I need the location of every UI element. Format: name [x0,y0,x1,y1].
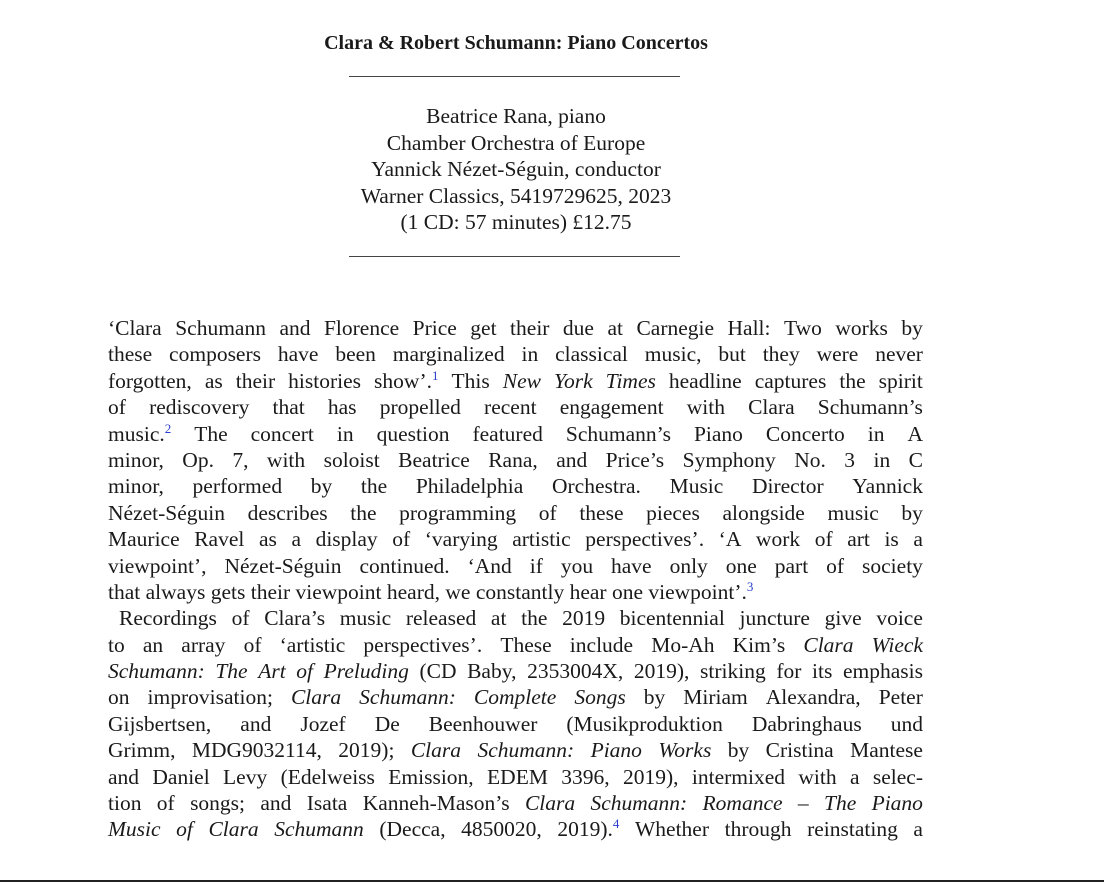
body-line: Recordings of Clara’s music released at the 2019 bicentennial juncture give voice [119,606,923,631]
body-line: Nézet-Séguin describes the programming of these pieces alongside music by [108,500,923,525]
body-line: music.$^2$ The concert in question featured Schumann’s Piano Concerto in A [108,420,923,446]
performer-conductor: Yannick Nézet-Séguin, conductor [371,157,661,181]
page-bottom-border [0,880,1104,882]
title-divider-bottom [349,256,680,257]
body-line: on improvisation; Clara Schumann: Complete Songs by Miriam Alexandra, Peter [108,685,923,710]
performer-orchestra: Chamber Orchestra of Europe [386,130,646,155]
performer-piano: Beatrice Rana, piano [426,104,606,128]
body-line: these composers have been marginalized in classical music, but they were never [108,342,923,367]
body-line: minor, performed by the Philadelphia Orchestra. Music Director Yannick [108,474,923,499]
body-line: Maurice Ravel as a display of ‘varying artistic perspectives’. ‘A work of art is a [108,527,923,552]
body-line: minor, Op. 7, with soloist Beatrice Rana, and Price’s Symphony No. 3 in C [108,447,923,472]
footnote-reference[interactable]: 3 [746,578,754,594]
body-line: Gijsbertsen, and Jozef De Beenhouwer (Musikproduktion Dabringhaus und [108,711,923,736]
body-line: to an array of ‘artistic perspectives’. These include Mo-Ah Kim’s Clara Wieck [108,632,923,657]
body-line: Schumann: The Art of Preluding (CD Baby, 2353004X, 2019), striking for its emphasis [108,659,923,684]
body-line: forgotten, as their histories show’.$^1$ This New York Times headline captures the spirit [108,367,923,393]
title-divider-top [349,76,680,77]
footnote-reference[interactable]: 2 [164,420,172,436]
recording-details [0,103,1032,236]
body-line: Grimm, MDG9032114, 2019); Clara Schumann: Piano Works by Cristina Mantese [108,738,923,763]
review-body [108,315,923,843]
body-line: Music of Clara Schumann (Decca, 4850020, 2019).$^4$ Whether through reinstating a [108,816,923,842]
footnote-reference[interactable]: 4 [612,816,620,832]
body-line: ‘Clara Schumann and Florence Price get their due at Carnegie Hall: Two works by [108,316,923,340]
body-line: tion of songs; and Isata Kanneh-Mason’s Clara Schumann: Romance – The Piano [108,791,923,816]
article-title: Clara & Robert Schumann: Piano Concertos [324,32,708,54]
body-line: and Daniel Levy (Edelweiss Emission, EDEM 3396, 2019), intermixed with a selec- [108,764,923,789]
body-line: viewpoint’, Nézet-Séguin continued. ‘And if you have only one part of society [108,553,923,578]
footnote-reference[interactable]: 1 [431,367,439,383]
body-line: that always gets their viewpoint heard, we constantly hear one viewpoint’.$^3$ [108,578,754,604]
body-line: of rediscovery that has propelled recent engagement with Clara Schumann’s [108,395,923,420]
format-price: (1 CD: 57 minutes) £12.75 [400,210,632,234]
label-catalogue: Warner Classics, 5419729625, 2023 [360,183,672,208]
